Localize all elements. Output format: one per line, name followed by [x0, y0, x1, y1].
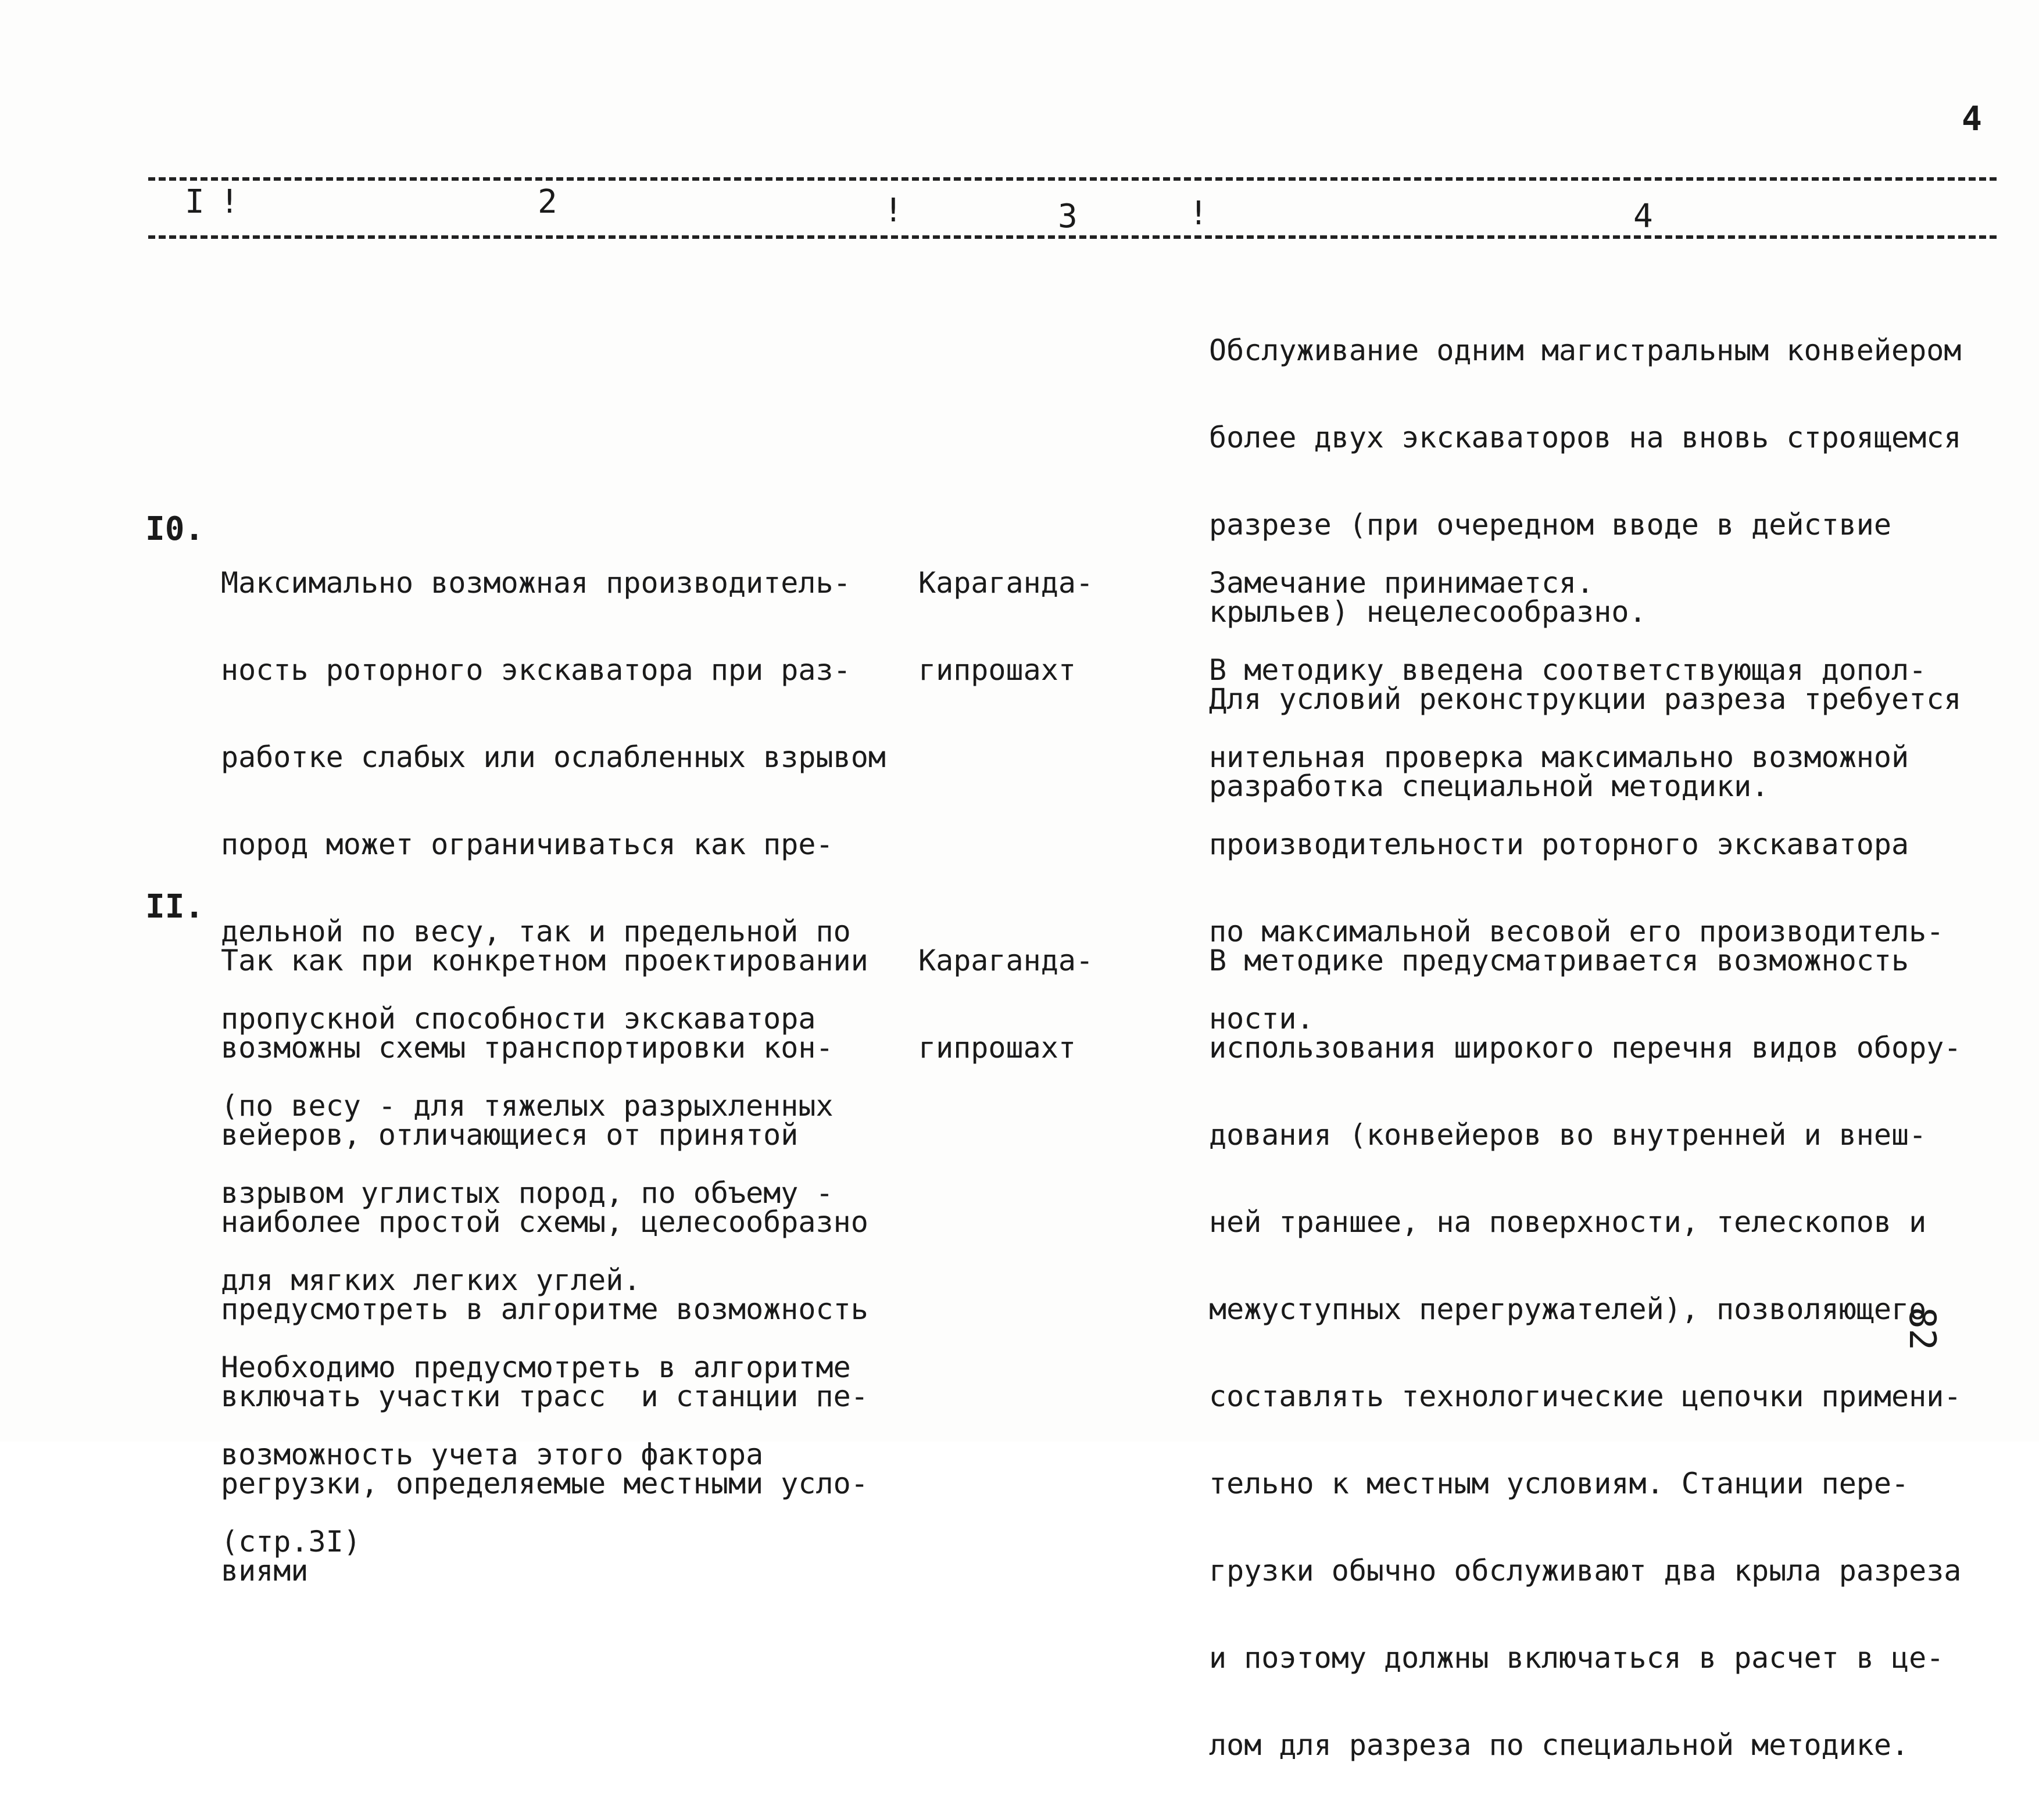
text-line: разрезе (при очередном вводе в действие [1209, 508, 1891, 542]
text-line: виями [221, 1554, 309, 1588]
text-line: по максимальной весовой его производитель- [1209, 915, 1944, 948]
organization [918, 888, 1093, 1120]
text-line: Караганда- [918, 566, 1094, 600]
text-line: разработка специальной методики. [1209, 769, 1769, 803]
text-line: Замечание принимается. [1209, 566, 1594, 600]
response-text [1209, 888, 1961, 1818]
side-page-number: 82 [1901, 1307, 1944, 1350]
row-number: II. [145, 888, 205, 926]
text-line: более двух экскаваторов на вновь строящемся [1209, 421, 1962, 454]
header-top-rule [148, 177, 1997, 181]
text-line: предусмотреть в алгоритме возможность [221, 1292, 868, 1326]
text-line: (по весу - для тяжелых разрыхленных [221, 1089, 834, 1123]
text-line: дования (конвейеров во внутренней и внеш- [1209, 1118, 1927, 1152]
remark-text [221, 888, 868, 1643]
text-line: лом для разреза по специальной методике. [1209, 1728, 1909, 1762]
column-separator-1: ! [220, 183, 239, 221]
text-line: регрузки, определяемые местными усло- [221, 1467, 868, 1500]
text-line: тельно к местным условиям. Станции пере- [1209, 1467, 1909, 1500]
text-line: вейеров, отличающиеся от принятой [221, 1118, 799, 1152]
text-line: Необходимо предусмотреть в алгоритме [221, 1350, 851, 1384]
text-line: Для условий реконструкции разреза требуется [1209, 682, 1962, 716]
text-line: использования широкого перечня видов обору- [1209, 1031, 1962, 1065]
text-line: возможность учета этого фактора [221, 1438, 764, 1471]
header-bottom-rule [148, 235, 1997, 239]
text-line: для мягких легких углей. [221, 1263, 641, 1297]
text-line: дельной по весу, так и предельной по [221, 915, 851, 948]
column-header-2: 2 [538, 183, 557, 221]
text-line: межуступных перегружателей), позволяющего [1209, 1292, 1927, 1326]
text-line: ность роторного экскаватора при раз- [221, 653, 851, 687]
column-header-1: I [185, 183, 205, 221]
text-line: наиболее простой схемы, целесообразно [221, 1205, 868, 1239]
text-line: работке слабых или ослабленных взрывом [221, 740, 886, 774]
text-line: ней траншее, на поверхности, телескопов и [1209, 1205, 1927, 1239]
text-line: пород может ограничиваться как пре- [221, 827, 834, 861]
text-line: взрывом углистых пород, по объему - [221, 1176, 834, 1210]
text-line: и поэтому должны включаться в расчет в це- [1209, 1641, 1944, 1675]
column-separator-3: ! [1189, 195, 1208, 232]
text-line: гипрошахт [918, 653, 1076, 687]
text-line: нительная проверка максимально возможной [1209, 740, 1909, 774]
text-line: включать участки трасс и станции пе- [221, 1380, 868, 1413]
text-line: возможны схемы транспортировки кон- [221, 1031, 834, 1065]
text-line: В методике предусматривается возможность [1209, 944, 1909, 977]
column-header-3: 3 [1058, 198, 1078, 235]
text-line: Так как при конкретном проектировании [221, 944, 868, 977]
text-line: (стр.3I) [221, 1525, 361, 1559]
column-separator-2: ! [883, 192, 903, 230]
text-line: производительности роторного экскаватора [1209, 827, 1909, 861]
text-line: крыльев) нецелесообразно. [1209, 595, 1647, 629]
text-line: Максимально возможная производитель- [221, 566, 851, 600]
text-line: составлять технологические цепочки примени- [1209, 1380, 1962, 1413]
text-line: грузки обычно обслуживают два крыла разреза [1209, 1554, 1962, 1588]
text-line: ности. [1209, 1002, 1314, 1036]
row-number: I0. [145, 510, 205, 548]
text-line: Обслуживание одним магистральным конвейером [1209, 334, 1962, 367]
text-line: пропускной способности экскаватора [221, 1002, 816, 1036]
text-line: гипрошахт [918, 1031, 1076, 1065]
organization [918, 510, 1093, 743]
column-header-4: 4 [1633, 198, 1653, 235]
text-line: В методику введена соответствующая допол- [1209, 653, 1927, 687]
page-number: 4 [1962, 99, 1982, 138]
text-line: Караганда- [918, 944, 1094, 977]
